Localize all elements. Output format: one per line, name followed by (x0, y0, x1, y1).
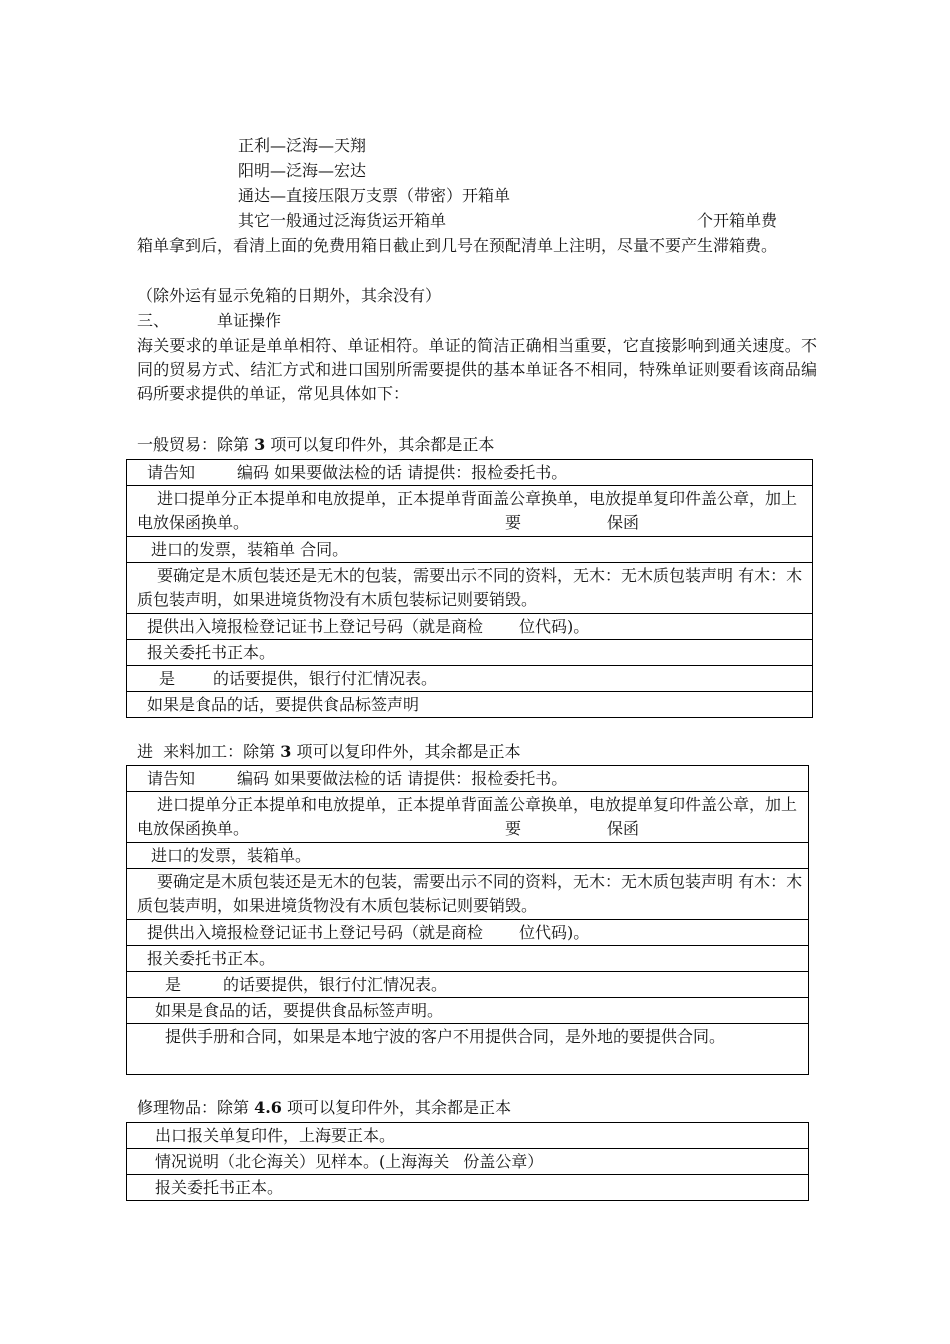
processing-trade-table (126, 765, 809, 1075)
table-row (127, 868, 808, 919)
cell-text: 要确定是木质包装还是无木的包装，需要出示不同的资料，无木：无木质包装声明 有木：木质包装声明，如果进境货物没有木质包装标记则要销毁。 (137, 566, 803, 609)
cell-text: 提供出入境报检登记证书上登记号码（就是商检 (147, 617, 484, 636)
cell-text: 份盖公章） (463, 1152, 544, 1171)
cell-text: 的话要提供，银行付汇情况表。 (223, 975, 448, 994)
cell-text: 位代码)。 (519, 617, 590, 636)
cell-text: 的话要提供，银行付汇情况表。 (213, 669, 438, 688)
cell-text: 要确定是木质包装还是无木的包装，需要出示不同的资料，无木：无木质包装声明 有木：木质包装声明，如果进境货物没有木质包装标记则要销毁。 (137, 872, 803, 915)
table-row: 如果是食品的话，要提供食品标签声明。 (127, 997, 808, 1023)
cell-text: 提供手册和合同，如果是本地宁波的客户不用提供合同，是外地的要提供合同。 (165, 1027, 726, 1046)
table-row: 报关委托书正本。 (127, 945, 808, 971)
section-title: 单证操作 (217, 311, 282, 330)
table-row: 进口的发票，装箱单。 (127, 842, 808, 868)
cell-text: 位代码)。 (519, 923, 590, 942)
cell-text: 是 (159, 669, 176, 688)
cell-text: 编码 (237, 769, 270, 788)
processing-trade-heading (137, 740, 521, 764)
cell-text: 是 (165, 975, 182, 994)
table-row: 进口的发票，装箱单 合同。 (127, 536, 812, 562)
box-paragraph: 箱单拿到后，看清上面的免费用箱日截止到几号在预配清单上注明，尽量不要产生滞箱费。 (137, 236, 778, 255)
cell-text: 编码 (237, 463, 270, 482)
heading-text: 项可以复印件外，其余都是正本 (281, 1098, 512, 1117)
cell-text: 进口提单分正本提单和电放提单，正本提单背面盖公章换单，电放提单复印件盖公章，加上电放保函换单。 (137, 489, 798, 532)
table-row (127, 919, 808, 945)
cell-text: 提供出入境报检登记证书上登记号码（就是商检 (147, 923, 484, 942)
carrier-line-1: 正利—泛海—天翔 (238, 136, 367, 155)
customs-paragraph: 海关要求的单证是单单相符、单证相符。单证的简洁正确相当重要，它直接影响到通关速度。不同的贸易方式、结汇方式和进口国别所需要提供的基本单证各不相同，特殊单证则要看该商品编码所要求提供的单证，常见具体如下： (137, 336, 817, 403)
section-number: 三、 (137, 311, 170, 330)
repair-goods-table (126, 1122, 809, 1201)
cell-text: 请告知 (147, 769, 196, 788)
table-row (127, 562, 812, 613)
table-row: 报关委托书正本。 (127, 639, 812, 665)
table-row (127, 766, 808, 791)
table-row (127, 460, 812, 485)
table-row: 如果是食品的话，要提供食品标签声明 (127, 691, 812, 717)
table-row: 报关委托书正本。 (127, 1174, 808, 1200)
carrier-line-4: 其它一般通过泛海货运开箱单 (238, 211, 447, 230)
cell-text: 如果要做法检的话 请提供：报检委托书。 (274, 769, 568, 788)
heading-text: 一般贸易：除第 (137, 435, 255, 454)
heading-text: 项可以复印件外，其余都是正本 (265, 435, 495, 454)
fee-note: 个开箱单费 (697, 211, 778, 230)
heading-number: 3 (254, 435, 266, 454)
heading-number: 3 (280, 742, 292, 761)
cell-text: 情况说明（北仑海关）见样本。(上海海关 (155, 1152, 450, 1171)
cell-text: 要 (505, 513, 522, 532)
carrier-line-2: 阳明—泛海—宏达 (238, 161, 367, 180)
heading-number: 4.6 (254, 1098, 282, 1117)
table-row (127, 1148, 808, 1174)
heading-text: 修理物品：除第 (137, 1098, 255, 1117)
exception-note: （除外运有显示免箱的日期外，其余没有） (137, 286, 442, 305)
table-row (127, 1023, 808, 1074)
heading-text: 进 来料加工：除第 (137, 742, 281, 761)
table-row (127, 665, 812, 691)
general-trade-table (126, 459, 813, 718)
section-heading (137, 309, 281, 333)
table-row (127, 971, 808, 997)
repair-goods-heading (137, 1096, 511, 1120)
cell-text: 请告知 (147, 463, 196, 482)
cell-text: 保函 (607, 513, 640, 532)
table-row (127, 613, 812, 639)
cell-text: 要 (505, 819, 522, 838)
carrier-line-3: 通达—直接压限万支票（带密）开箱单 (238, 186, 511, 205)
cell-text: 如果要做法检的话 请提供：报检委托书。 (274, 463, 568, 482)
general-trade-heading (137, 433, 494, 457)
table-row (127, 791, 808, 842)
heading-text: 项可以复印件外，其余都是正本 (291, 742, 521, 761)
cell-text: 保函 (607, 819, 640, 838)
table-row: 出口报关单复印件，上海要正本。 (155, 1126, 396, 1145)
cell-text: 进口提单分正本提单和电放提单，正本提单背面盖公章换单，电放提单复印件盖公章，加上电放保函换单。 (137, 795, 798, 838)
table-row (127, 485, 812, 536)
